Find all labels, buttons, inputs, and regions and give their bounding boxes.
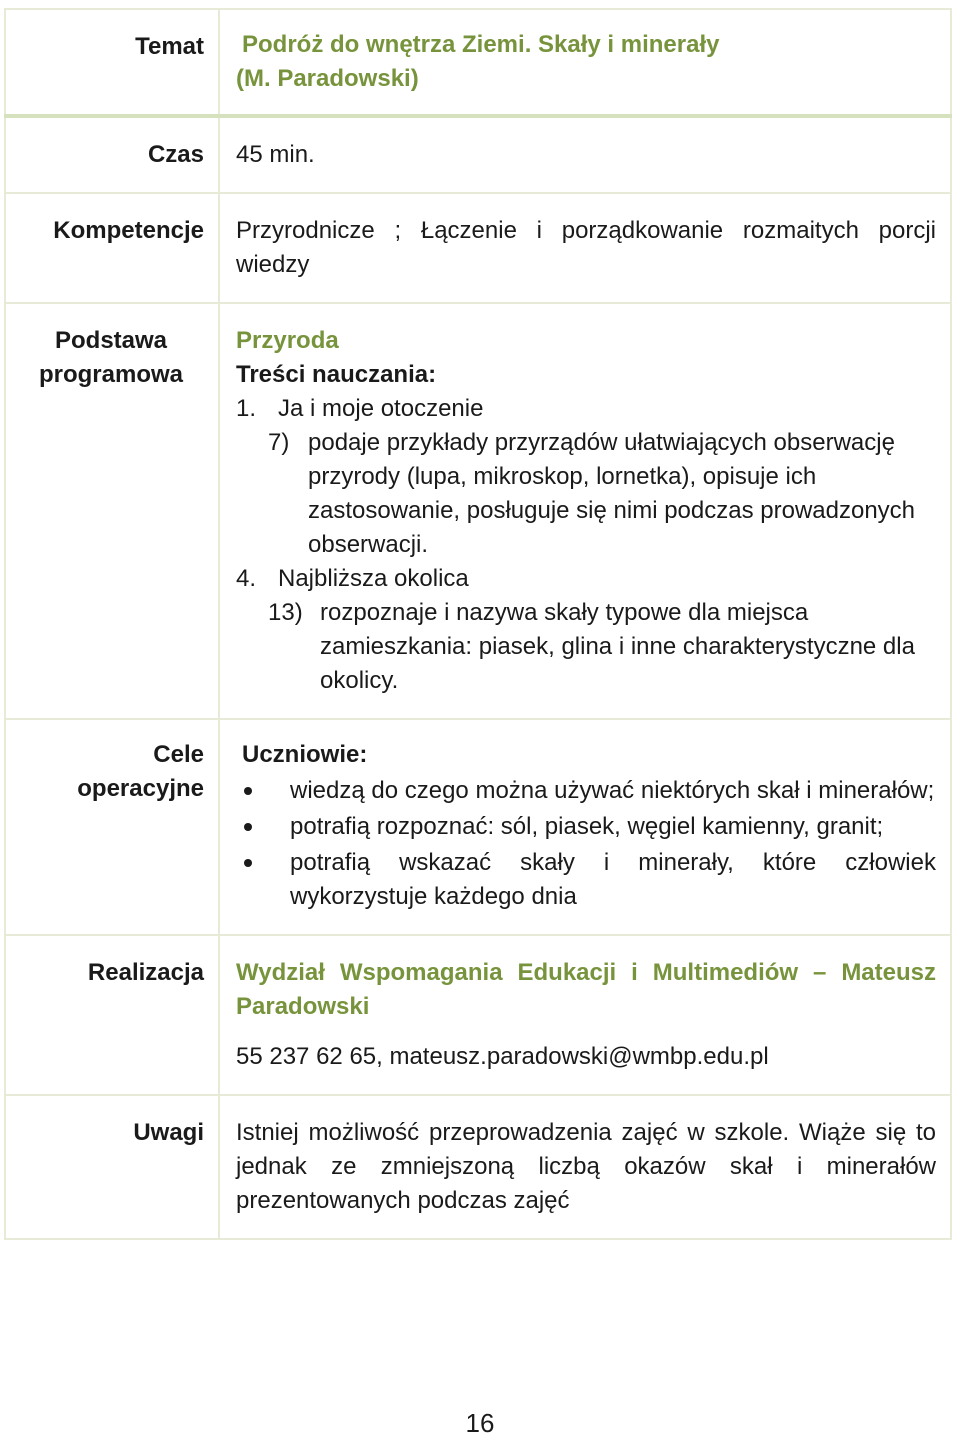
subject-name: Przyroda [236, 327, 339, 354]
curriculum-item [236, 596, 936, 698]
competences-text: Przyrodnicze ; Łączenie i porządkowanie rozmaitych porcji wiedzy [236, 217, 936, 278]
objective-item [236, 810, 936, 844]
bullet-icon [236, 810, 290, 844]
label-czas: Czas [5, 116, 219, 193]
section-title: Ja i moje otoczenie [278, 395, 484, 422]
lesson-plan-table [4, 8, 952, 1240]
curriculum-section [236, 392, 936, 426]
curriculum-item [236, 426, 936, 562]
cell-cele [219, 719, 951, 935]
row-kompetencje [5, 193, 951, 303]
row-czas [5, 116, 951, 193]
row-realizacja [5, 935, 951, 1095]
label-uwagi: Uwagi [5, 1095, 219, 1239]
bullet-icon [236, 774, 290, 808]
remarks-text: Istniej możliwość przeprowadzenia zajęć w szkole. Wiąże się to jednak ze zmniejszoną liczbą okazów skał i minerałów prezentowanych podczas zajęć [236, 1119, 936, 1214]
row-podstawa [5, 303, 951, 719]
row-temat [5, 9, 951, 116]
label-podstawa-line1: Podstawa [54, 327, 168, 354]
label-podstawa-line2: programowa [38, 361, 184, 388]
curriculum-heading: Treści nauczania: [236, 361, 437, 388]
topic-title-line2: (M. Paradowski) [236, 65, 419, 92]
item-number: 7) [268, 429, 290, 456]
author-text: Wydział Wspomagania Edukacji i Multimediów – Mateusz Paradowski [236, 959, 936, 1020]
label-cele-line1: Cele [153, 741, 204, 768]
objective-text: potrafią wskazać skały i minerały, które człowiek wykorzystuje każdego dnia [290, 849, 936, 910]
item-text: podaje przykłady przyrządów ułatwiających obserwację przyrody (lupa, mikroskop, lornetka), opisuje ich zastosowanie, posługuje się nimi podczas prowadzonych obserwacji. [308, 429, 916, 558]
row-cele [5, 719, 951, 935]
topic-title-line1: Podróż do wnętrza Ziemi. Skały i minerały [242, 31, 720, 58]
objective-item [236, 774, 936, 808]
row-uwagi [5, 1095, 951, 1239]
item-text: rozpoznaje i nazywa skały typowe dla miejsca zamieszkania: piasek, glina i inne charakterystyczne dla okolicy. [320, 599, 915, 694]
label-cele-line2: operacyjne [77, 775, 204, 802]
page-number: 16 [465, 1408, 495, 1438]
bullet-icon [236, 846, 290, 914]
section-title: Najbliższa okolica [278, 565, 469, 592]
objectives-heading: Uczniowie: [242, 741, 368, 768]
contact-info: 55 237 62 65, mateusz.paradowski@wmbp.edu.pl [236, 1043, 769, 1070]
label-realizacja: Realizacja [5, 935, 219, 1095]
section-number: 1. [236, 395, 257, 422]
label-kompetencje: Kompetencje [5, 193, 219, 303]
objective-text: wiedzą do czego można używać niektórych skał i minerałów; [290, 777, 935, 804]
cell-kompetencje [219, 193, 951, 303]
cell-podstawa [219, 303, 951, 719]
label-temat: Temat [5, 9, 219, 116]
objective-item [236, 846, 936, 914]
cell-temat [219, 9, 951, 116]
cell-uwagi [219, 1095, 951, 1239]
label-podstawa [5, 303, 219, 719]
label-cele [5, 719, 219, 935]
curriculum-section [236, 562, 936, 596]
cell-realizacja [219, 935, 951, 1095]
duration-value: 45 min. [219, 116, 951, 193]
section-number: 4. [236, 565, 257, 592]
item-number: 13) [268, 599, 303, 626]
objectives-list [236, 774, 936, 914]
objective-text: potrafią rozpoznać: sól, piasek, węgiel kamienny, granit; [290, 813, 884, 840]
